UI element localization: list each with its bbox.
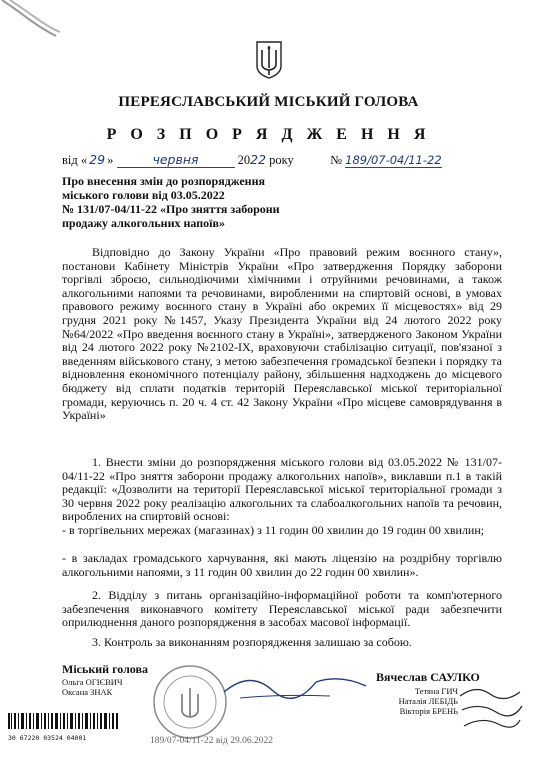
date-mid: » (107, 153, 114, 167)
barcode-bars (8, 713, 120, 729)
paper-clip-icon (0, 0, 70, 40)
registration-line: 189/07-04/11-22 від 29.06.2022 (150, 736, 273, 746)
barcode (8, 713, 120, 742)
assistant-name: Ольга ОГІЄВИЧ (62, 677, 123, 687)
document-type: Р О З П О Р Я Д Ж Е Н Н Я (106, 126, 431, 143)
signatory-position: Міський голова (62, 662, 148, 676)
visa-names (388, 686, 458, 716)
subject-line: міського голови від 03.05.2022 (62, 188, 225, 202)
signature-left (62, 662, 148, 697)
date-year-suffix: 22 (250, 152, 267, 167)
document-number: 189/07-04/11-22 (345, 153, 442, 167)
date-day: 29 (89, 152, 106, 167)
assistant-name: Оксана ЗНАК (62, 687, 113, 697)
item-1-bullet-2: - в закладах громадського харчування, які мають ліцензію на роздрібну торгівлю алкогольними напоями, з 11 годин 00 хвилин до 22 годин 00 хвилин». (62, 551, 502, 579)
date-year-prefix: 20 (237, 153, 251, 167)
visa-name: Вікторія БРЕНЬ (399, 706, 458, 716)
item-2: 2. Відділу з питань організаційно-інформаційної роботи та комп'ютерного забезпечення виконавчого комітету Переяславської міської ради забезпечити оприлюднення даного розпорядження в засобах масової інформації. (62, 588, 502, 630)
date-line (62, 152, 522, 168)
visa-name: Тетяна ГИЧ (414, 686, 458, 696)
handwritten-signature (220, 664, 370, 704)
page-title: ПЕРЕЯСЛАВСЬКИЙ МІСЬКИЙ ГОЛОВА (118, 94, 419, 110)
item-3: 3. Контроль за виконанням розпорядження залишаю за собою. (92, 635, 412, 649)
coat-of-arms-icon (254, 40, 284, 80)
date-prefix: від « (62, 153, 88, 167)
date-month: червня (117, 152, 235, 168)
signatory-name: Вячеслав САУЛКО (376, 670, 480, 684)
barcode-number: 30 67220 03524 04001 (8, 734, 87, 742)
subject-line: № 131/07-04/11-22 «Про зняття заборони (62, 202, 280, 216)
subject-line: продажу алкогольних напоїв» (62, 216, 225, 230)
item-1-bullet-1: - в торгівельних мережах (магазинах) з 11 годин 00 хвилин до 19 годин 00 хвилин; (62, 523, 485, 537)
item-1: 1. Внести зміни до розпорядження міського голови від 03.05.2022 № 131/07-04/11-22 «Про зняття заборони продажу алкогольних напоїв», виклавши п.1 в такій редакції: «Дозволити на території Переяславської міської територіальної громади з 30 червня 2022 року реалізацію алкогольних та слабоалкогольних напоїв та речовин, вироблених на спиртовій основі: (62, 455, 502, 524)
visa-signatures (456, 684, 526, 732)
subject-line: Про внесення змін до розпорядження (62, 174, 265, 188)
preamble-paragraph: Відповідно до Закону України «Про правовий режим воєнного стану», постанови Кабінету Міністрів України «Про затвердження Порядку заборони торгівлі зброєю, сильнодіючими хімічними і отруйними речовинами, а також алкогольними напоями та речовинами, виробленими на спиртовій основі, в умовах правового режиму воєнного стану в Україні або окремих її місцевостях» від 29 грудня 2021 року №1457, Указу Президента України від 24 лютого 2022 року №64/2022 «Про введення воєнного стану в Україні», затвердженого Законом України від 24 лютого 2022 року №2102-IX, враховуючи стабілізацію ситуації, пов'язаної з введенням військового стану, з метою забезпечення громадської безпеки і порядку та відновлення економічного потенціалу району, збільшення надходжень до місцевого бюджету від сплати податків територій Переяславської міської територіальної громади, керуючись п. 20 ч. 4 ст. 42 Закону України «Про місцеве самоврядування в Україні» (62, 245, 502, 423)
visa-name: Наталія ЛЕБІДЬ (398, 696, 458, 706)
date-year-word: року (269, 153, 294, 167)
official-stamp-icon (150, 662, 230, 742)
number-prefix: № (330, 153, 342, 167)
subject-block (62, 174, 292, 230)
